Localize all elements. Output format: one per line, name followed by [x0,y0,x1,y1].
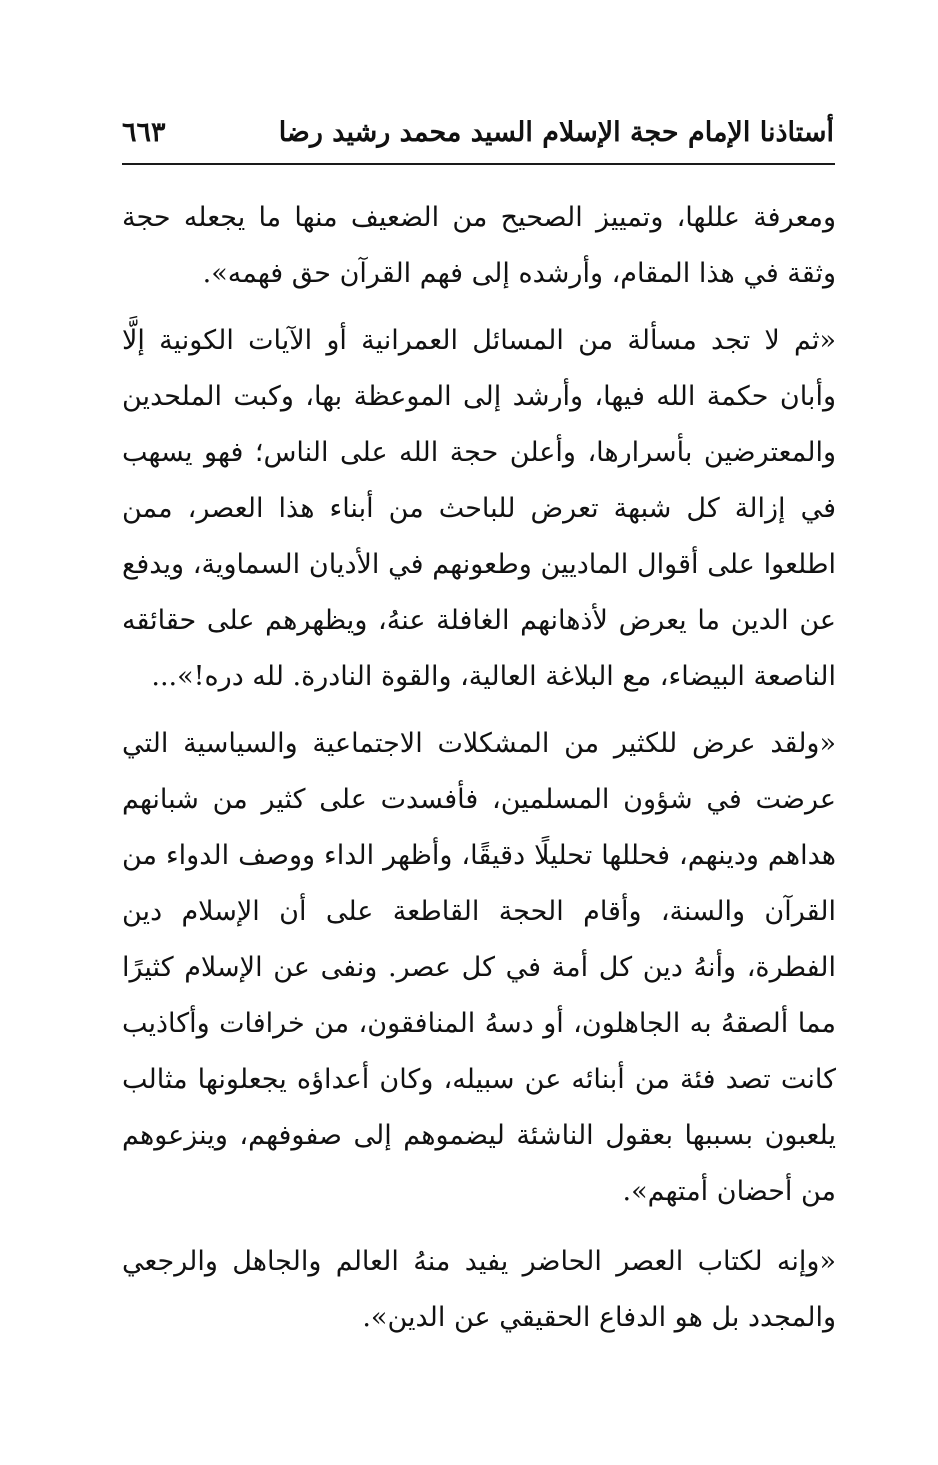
paragraph-3: «ولقد عرض للكثير من المشكلات الاجتماعية والسياسية التي عرضت في شؤون المسلمين، فأفسدت على كثير من شبانهم هداهم ودينهم، فحللها تحليلًا دقيقًا، وأظهر الداء ووصف الدواء من القرآن والسنة، وأقام الحجة القاطعة على أن الإسلام دين الفطرة، وأنهُ دين كل أمة في كل عصر. ونفى عن الإسلام كثيرًا مما ألصقهُ به الجاهلون، أو دسهُ المنافقون، من خرافات وأكاذيب كانت تصد فئة من أبنائه عن سبيله، وكان أعداؤه يجعلونها مثالب يلعبون بسببها بعقول الناشئة ليضموهم إلى صفوفهم، وينزعوهم من أحضان أمتهم». [122,728,836,1207]
header-rule [122,163,835,165]
running-title: أستاذنا الإمام حجة الإسلام السيد محمد رشيد رضا [278,117,834,148]
page-number: ٦٦٣ [122,117,166,148]
paragraph-4: «وإنه لكتاب العصر الحاضر يفيد منهُ العالم والجاهل والرجعي والمجدد بل هو الدفاع الحقيقي عن الدين». [122,1246,836,1333]
running-header [122,110,834,154]
paragraph-2: «ثم لا تجد مسألة من المسائل العمرانية أو الآيات الكونية إلَّا وأبان حكمة الله فيها، وأرشد إلى الموعظة بها، وكبت الملحدين والمعترضين بأسرارها، وأعلن حجة الله على الناس؛ فهو يسهب في إزالة كل شبهة تعرض للباحث من أبناء هذا العصر، ممن اطلعوا على أقوال الماديين وطعونهم في الأديان السماوية، ويدفع عن الدين ما يعرض لأذهانهم الغافلة عنهُ، ويظهرهم على حقائقه الناصعة البيضاء، مع البلاغة العالية، والقوة النادرة. لله دره!»... [122,325,836,692]
body-text [122,190,836,1346]
paragraph-1: ومعرفة عللها، وتمييز الصحيح من الضعيف منها ما يجعله حجة وثقة في هذا المقام، وأرشده إلى فهم القرآن حق فهمه». [122,202,836,289]
